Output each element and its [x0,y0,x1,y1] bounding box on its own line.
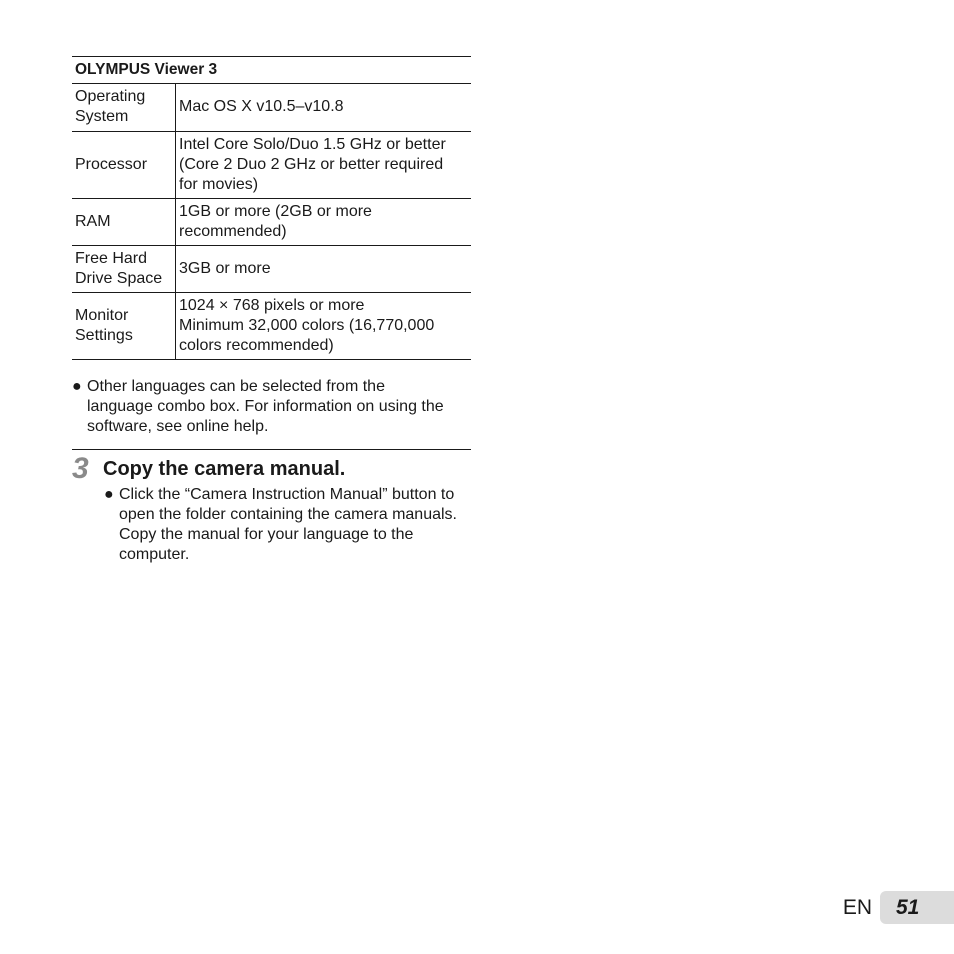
step-header [72,451,471,485]
row-label: Operating System [72,84,176,131]
row-label: Monitor Settings [72,292,176,359]
step-title: Copy the camera manual. [103,457,346,480]
row-value: Mac OS X v10.5–v10.8 [176,84,472,131]
table-row [72,198,471,245]
row-value: 1024 × 768 pixels or more Minimum 32,000 colors (16,770,000 colors recommended) [176,292,472,359]
row-value: 3GB or more [176,245,472,292]
row-value: Intel Core Solo/Duo 1.5 GHz or better (Core 2 Duo 2 GHz or better required for movies) [176,131,472,198]
bullet-icon: ● [104,485,114,503]
page-number: 51 [880,891,954,924]
table-row [72,84,471,131]
languages-note [72,377,471,437]
step-number: 3 [72,451,89,485]
page-footer [843,891,954,924]
row-label: Free Hard Drive Space [72,245,176,292]
table-row [72,131,471,198]
table-row [72,292,471,359]
row-label: RAM [72,198,176,245]
language-code: EN [842,896,872,919]
system-requirements-table [72,56,471,360]
step-instruction [104,485,471,566]
page-content [72,56,471,566]
table-caption: OLYMPUS Viewer 3 [72,56,471,84]
row-label: Processor [72,131,176,198]
row-value: 1GB or more (2GB or more recommended) [176,198,472,245]
note-text: Other languages can be selected from the language combo box. For information on using the software, see online help. [87,377,444,435]
step-text: Click the “Camera Instruction Manual” button to open the folder containing the camera manuals. Copy the manual for your language to the computer. [119,485,457,564]
table-row [72,245,471,292]
step-section [72,449,471,566]
bullet-icon: ● [72,377,82,395]
